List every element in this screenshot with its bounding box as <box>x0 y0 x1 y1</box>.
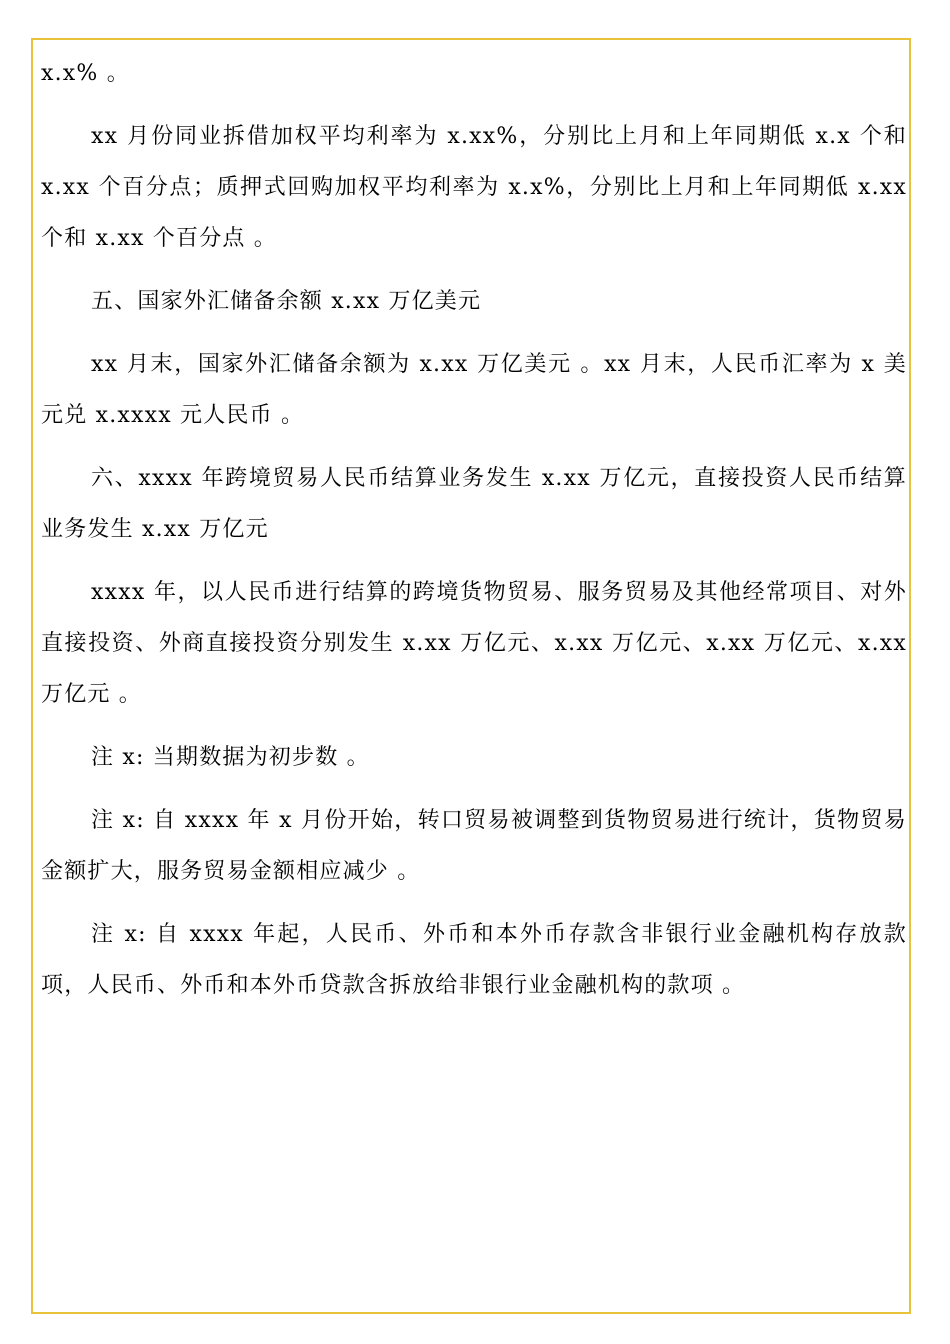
paragraph-forex-reserves: xx 月末，国家外汇储备余额为 x.xx 万亿美元 。xx 月末，人民币汇率为 x 美元兑 x.xxxx 元人民币 。 <box>41 352 907 428</box>
document-body <box>41 48 916 1023</box>
paragraph-continuation: x.x% 。 <box>41 61 130 86</box>
paragraph-interbank-rates: xx 月份同业拆借加权平均利率为 x.xx%，分别比上月和上年同期低 x.x 个和 x.xx 个百分点；质押式回购加权平均利率为 x.x%，分别比上月和上年同期低 x.xx 个和 x.xx 个百分点 。 <box>41 124 916 251</box>
note-entrepot-trade: 注 x: 自 xxxx 年 x 月份开始，转口贸易被调整到货物贸易进行统计，货物贸易金额扩大，服务贸易金额相应减少 。 <box>41 808 907 884</box>
section-heading-forex-reserves: 五、国家外汇储备余额 x.xx 万亿美元 <box>91 289 482 314</box>
paragraph-cross-border-settlement: xxxx 年，以人民币进行结算的跨境货物贸易、服务贸易及其他经常项目、对外直接投资、外商直接投资分别发生 x.xx 万亿元、x.xx 万亿元、x.xx 万亿元、x.xx 万亿元 。 <box>41 580 916 707</box>
note-preliminary-data: 注 x: 当期数据为初步数 。 <box>91 745 370 770</box>
section-heading-cross-border-settlement: 六、xxxx 年跨境贸易人民币结算业务发生 x.xx 万亿元，直接投资人民币结算业务发生 x.xx 万亿元 <box>41 466 907 542</box>
note-deposits-loans: 注 x: 自 xxxx 年起，人民币、外币和本外币存款含非银行业金融机构存放款项，人民币、外币和本外币贷款含拆放给非银行业金融机构的款项 。 <box>41 922 907 998</box>
